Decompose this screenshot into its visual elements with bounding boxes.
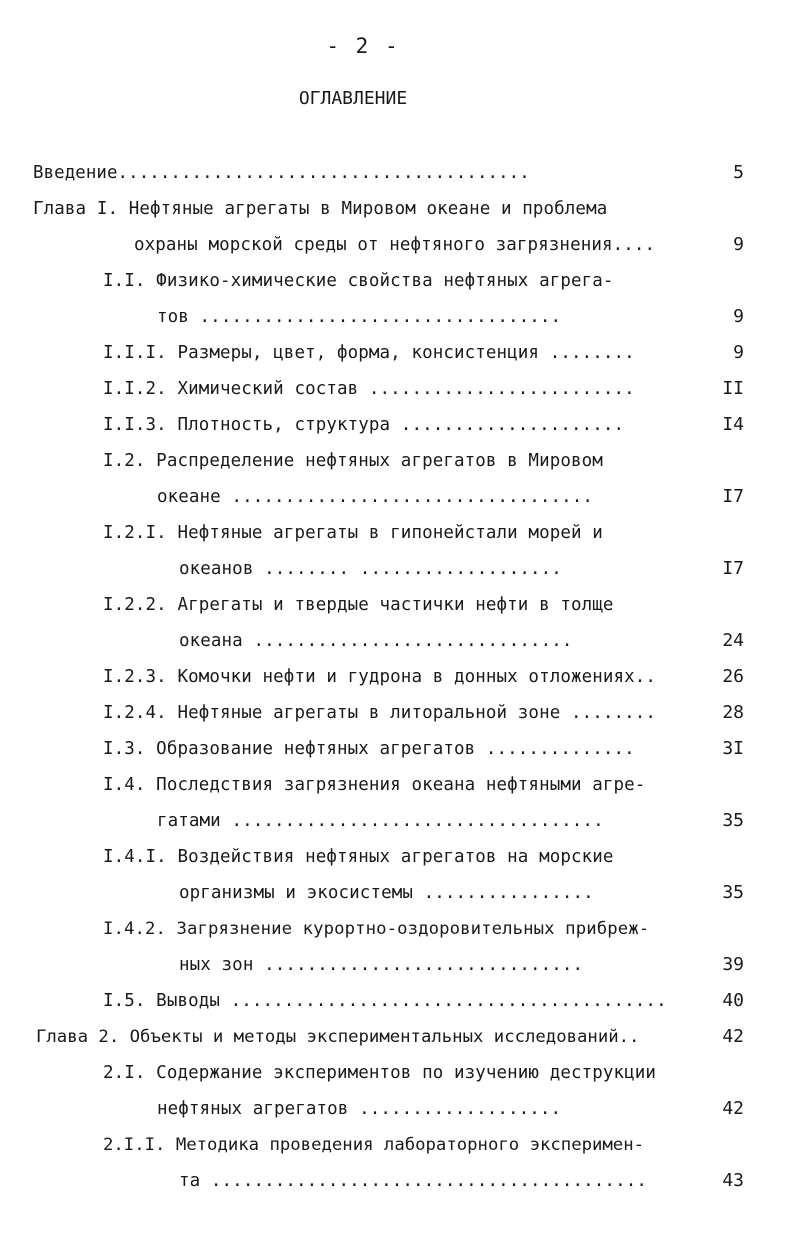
toc-entry — [0, 770, 796, 800]
toc-entry-page: I4 — [722, 414, 744, 435]
toc-entry — [0, 734, 796, 764]
toc-entry-text: I.2.I. Нефтяные агрегаты в гипонейстали морей и — [103, 523, 603, 543]
toc-entry — [0, 986, 796, 1016]
toc-entry-text: I.2.2. Агрегаты и твердые частички нефти в толще — [103, 595, 614, 615]
toc-entry — [0, 1094, 796, 1124]
toc-entry-text: Введение....................................... — [33, 163, 530, 183]
toc-entry-page: 24 — [722, 630, 744, 651]
toc-entry-text: та ......................................... — [179, 1171, 647, 1191]
toc-entry-page: 3I — [722, 738, 744, 759]
toc-entry-page: 9 — [733, 342, 744, 363]
toc-entry — [0, 806, 796, 836]
toc-entry-page: I7 — [722, 486, 744, 507]
toc-entry-text: I.I.I. Размеры, цвет, форма, консистенция ........ — [103, 343, 635, 363]
toc-entry — [0, 914, 796, 944]
toc-entry-text: I.2.3. Комочки нефти и гудрона в донных отложениях.. — [103, 667, 657, 687]
toc-entry — [0, 374, 796, 404]
toc-entry-page: 40 — [722, 990, 744, 1011]
toc-entry — [0, 266, 796, 296]
toc-entry — [0, 194, 796, 224]
toc-entry-text: I.4.2. Загрязнение курортно-оздоровительных прибреж- — [103, 919, 650, 939]
toc-entry — [0, 446, 796, 476]
toc-entry — [0, 554, 796, 584]
toc-entry — [0, 950, 796, 980]
toc-entry-page: 35 — [722, 882, 744, 903]
toc-entry-text: I.5. Выводы ......................................... — [103, 991, 667, 1011]
toc-entry — [0, 662, 796, 692]
toc-entry-text: океана .............................. — [179, 631, 573, 651]
toc-entry-text: I.4. Последствия загрязнения океана нефтяными агре- — [103, 775, 646, 795]
toc-entry-page: 39 — [722, 954, 744, 975]
toc-entry — [0, 626, 796, 656]
toc-entry-text: I.I.3. Плотность, структура ..................... — [103, 415, 625, 435]
toc-entry-text: охраны морской среды от нефтяного загрязнения.... — [134, 235, 656, 255]
toc-entry-page: 42 — [722, 1098, 744, 1119]
toc-entry — [0, 302, 796, 332]
toc-entry — [0, 230, 796, 260]
toc-entry-page: II — [722, 378, 744, 399]
toc-entry — [0, 698, 796, 728]
toc-entry-page: 9 — [733, 306, 744, 327]
toc-entry-text: 2.I.I. Методика проведения лабораторного эксперимен- — [103, 1135, 645, 1155]
toc-entry-text: 2.I. Содержание экспериментов по изучению деструкции — [103, 1063, 657, 1083]
toc-entry-page: 42 — [722, 1026, 744, 1047]
toc-entry — [0, 590, 796, 620]
toc-entry — [0, 482, 796, 512]
toc-entry — [0, 1130, 796, 1160]
toc-entry-page: 26 — [722, 666, 744, 687]
toc-entry — [0, 410, 796, 440]
toc-entry-page: I7 — [722, 558, 744, 579]
toc-entry-text: Глава I. Нефтяные агрегаты в Мировом океане и проблема — [33, 199, 608, 219]
table-of-contents-title: ОГЛАВЛЕНИЕ — [298, 88, 408, 109]
toc-entry — [0, 1058, 796, 1088]
toc-entry-text: I.2.4. Нефтяные агрегаты в литоральной зоне ........ — [103, 703, 657, 723]
toc-entry — [0, 338, 796, 368]
toc-entry-text: I.4.I. Воздействия нефтяных агрегатов на морские — [103, 847, 614, 867]
toc-entry — [0, 1166, 796, 1196]
toc-entry-text: тов .................................. — [157, 307, 562, 327]
toc-entry-text: гатами ................................... — [157, 811, 604, 831]
page-number: - 2 - — [326, 34, 400, 58]
toc-entry — [0, 878, 796, 908]
toc-entry-text: организмы и экосистемы ................ — [179, 883, 594, 903]
toc-entry-text: нефтяных агрегатов ................... — [157, 1099, 562, 1119]
toc-entry-text: ных зон .............................. — [179, 955, 584, 975]
toc-entry — [0, 1022, 796, 1052]
toc-entry-page: 35 — [722, 810, 744, 831]
toc-entry — [0, 842, 796, 872]
toc-entry-text: I.3. Образование нефтяных агрегатов .............. — [103, 739, 635, 759]
toc-entry-text: I.2. Распределение нефтяных агрегатов в Мировом — [103, 451, 603, 471]
toc-entry-page: 5 — [733, 162, 744, 183]
toc-entry-text: океане .................................. — [157, 487, 594, 507]
toc-entry-text: Глава 2. Объекты и методы экспериментальных исследований.. — [36, 1027, 640, 1047]
toc-entry-text: океанов ........ ................... — [179, 559, 562, 579]
toc-entry-text: I.I. Физико-химические свойства нефтяных агрега- — [103, 271, 614, 291]
toc-entry — [0, 158, 796, 188]
toc-entry-page: 28 — [722, 702, 744, 723]
toc-entry-text: I.I.2. Химический состав ......................... — [103, 379, 635, 399]
toc-entry-page: 9 — [733, 234, 744, 255]
toc-entry — [0, 518, 796, 548]
toc-entry-page: 43 — [722, 1170, 744, 1191]
